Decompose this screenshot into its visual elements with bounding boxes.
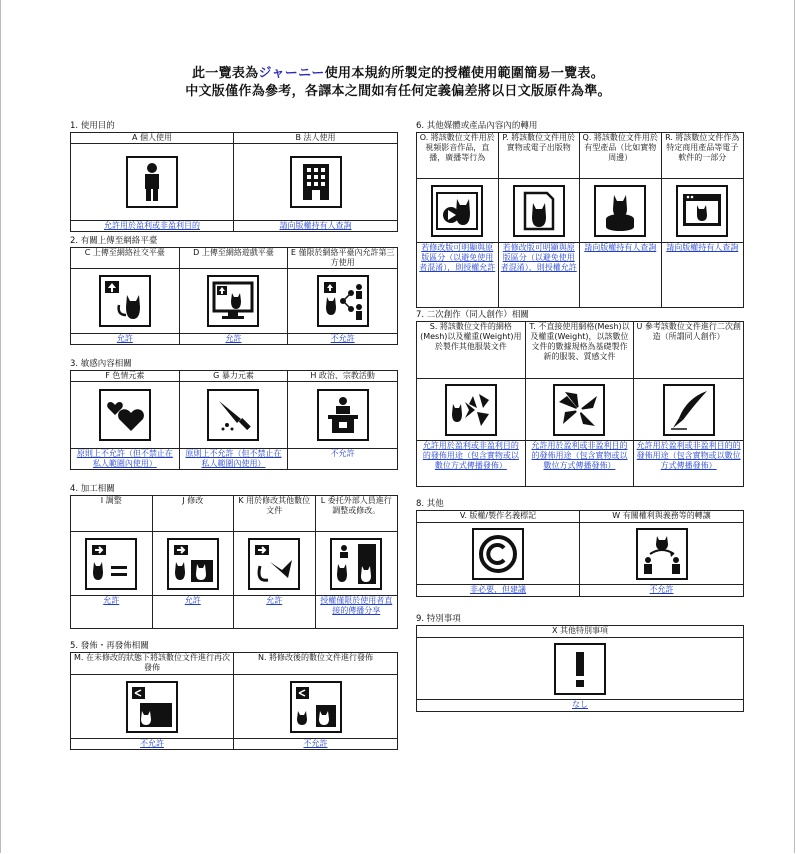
section-title: 2. 有關上傳至網絡平臺 bbox=[70, 236, 158, 246]
redistribute-icon bbox=[126, 681, 178, 733]
col-politics: H 政治、宗教活動 不允許 bbox=[288, 371, 397, 469]
video-icon bbox=[431, 185, 483, 237]
section-other bbox=[416, 499, 744, 597]
section-processing bbox=[70, 484, 398, 629]
merch-icon bbox=[594, 185, 646, 237]
col-distribute-modified: N. 將修改後的數位文件進行發佈 不允許 bbox=[234, 653, 397, 750]
header-line-1: 此一覽表為ジャーニー使用本規約所製定的授權使用範圍簡易一覽表。 bbox=[191, 66, 605, 81]
col-doujin: U 參考該數位文件進行二次創造（所謂同人創作） 允許用於盈利或非盈利目的的發佈用途（包含實物或以數位方式傳播發佈） bbox=[634, 322, 743, 486]
col-outsource: L 委托外部人員進行調整或修改。 授權僅限於使用者直接的傳播分享 bbox=[316, 496, 398, 628]
col-violence: G 暴力元素 原則上不允許（但不禁止在私人範圍內使用） bbox=[180, 371, 289, 469]
col-modify: J 修改 允許 bbox=[153, 496, 235, 628]
publication-icon bbox=[513, 185, 565, 237]
modify-icon bbox=[167, 538, 219, 590]
section-title: 8. 其他 bbox=[416, 499, 444, 509]
outsource-icon bbox=[330, 538, 382, 590]
col-credit: V. 版權/製作名義標記 非必要，但建議 bbox=[417, 511, 580, 596]
section-title: 7. 二次創作（同人創作）相關 bbox=[416, 310, 529, 320]
adjust-icon bbox=[85, 538, 137, 590]
upload-cat-icon bbox=[99, 275, 151, 327]
pen-icon bbox=[663, 384, 715, 436]
col-social-upload: C 上傳至網絡社交平臺 允許 bbox=[71, 248, 180, 345]
section-title: 5. 發佈・再發佈相關 bbox=[70, 641, 149, 651]
upload-monitor-icon bbox=[207, 275, 259, 327]
transfer-icon bbox=[636, 528, 688, 580]
col-thirdparty: E 僅限於網絡平臺內允許第三方使用 不允許 bbox=[288, 248, 397, 345]
section-special bbox=[416, 614, 744, 712]
section-usage-purpose bbox=[70, 121, 398, 232]
podium-icon bbox=[317, 389, 369, 441]
col-merch: Q. 將該數位文件用於有型產品（比如實物周邊） 請向版權持有人查詢 bbox=[580, 133, 662, 307]
section-sensitive bbox=[70, 359, 398, 470]
col-special-notes: X 其他特別事項 なし bbox=[417, 626, 743, 711]
hearts-icon bbox=[99, 389, 151, 441]
col-transfer: W 有關權利與義務等的轉讓 不允許 bbox=[580, 511, 743, 596]
col-mesh: S. 將該數位文件的網格(Mesh)以及權重(Weight)用於製作其他服裝文件 允許用於盈利或非盈利目的的發佈用途（包含實物或以數位方式傳播發佈） bbox=[417, 322, 526, 486]
col-video: O. 將該數位文件用於視頻影音作品，直播，廣播等行為 若修改版可明顯與原版區分（以避免使用者混淆），則授權允許 bbox=[417, 133, 499, 307]
col-sexual: F 色情元素 原則上不允許（但不禁止在私人範圍內使用） bbox=[71, 371, 180, 469]
mesh-icon bbox=[445, 384, 497, 436]
share-thirdparty-icon bbox=[317, 275, 369, 327]
section-redistribution bbox=[70, 641, 398, 750]
building-icon bbox=[290, 156, 342, 208]
col-modify-other: K 用於修改其他數位文件 允許 bbox=[234, 496, 316, 628]
col-texture: T. 不直接使用網格(Mesh)以及權重(Weight)，以該數位文件的數據規格為基礎製作新的服裝、質感文件 允許用於盈利或非盈利目的的發佈用途（包含實物或以數位方式傳播發佈） bbox=[526, 322, 635, 486]
section-title: 1. 使用目的 bbox=[70, 121, 115, 131]
col-redistribute: M. 在未修改的狀態下將該數位文件進行再次發佈 不允許 bbox=[71, 653, 234, 750]
knife-icon bbox=[207, 389, 259, 441]
section-derivative bbox=[416, 310, 744, 487]
header-line-2: 中文版僅作為參考，各譯本之間如有任何定義偏差將以日文版原件為準。 bbox=[185, 84, 611, 99]
section-title: 9. 特別事項 bbox=[416, 614, 461, 624]
section-title: 3. 敏感內容相關 bbox=[70, 359, 132, 369]
distribute-modified-icon bbox=[290, 681, 342, 733]
col-publication: P. 將該數位文件用於實物或電子出版物 若修改版可明顯與原版區分（以避免使用者混淆），則授權允許 bbox=[499, 133, 581, 307]
section-media-use bbox=[416, 121, 744, 308]
exclamation-icon bbox=[554, 643, 606, 695]
person-icon bbox=[126, 156, 178, 208]
section-title: 6. 其他媒體或產品內容內的轉用 bbox=[416, 121, 538, 131]
modify-other-icon bbox=[248, 538, 300, 590]
col-software: R. 將該數位文件作為特定商用產品等電子軟件的一部分 請向版權持有人查詢 bbox=[662, 133, 744, 307]
col-adjust: I 調整 允許 bbox=[71, 496, 153, 628]
col-corporate-use: B 法人使用 請向版權持有人查詢 bbox=[234, 133, 397, 232]
col-personal-use: A 個人使用 允許用於盈利或非盈利目的 bbox=[71, 133, 234, 232]
col-game-upload: D 上傳至網絡遊戲平臺 允許 bbox=[180, 248, 289, 345]
copyright-icon bbox=[472, 528, 524, 580]
section-upload-platform bbox=[70, 236, 398, 345]
texture-icon bbox=[553, 384, 605, 436]
section-title: 4. 加工相關 bbox=[70, 484, 115, 494]
software-icon bbox=[676, 185, 728, 237]
